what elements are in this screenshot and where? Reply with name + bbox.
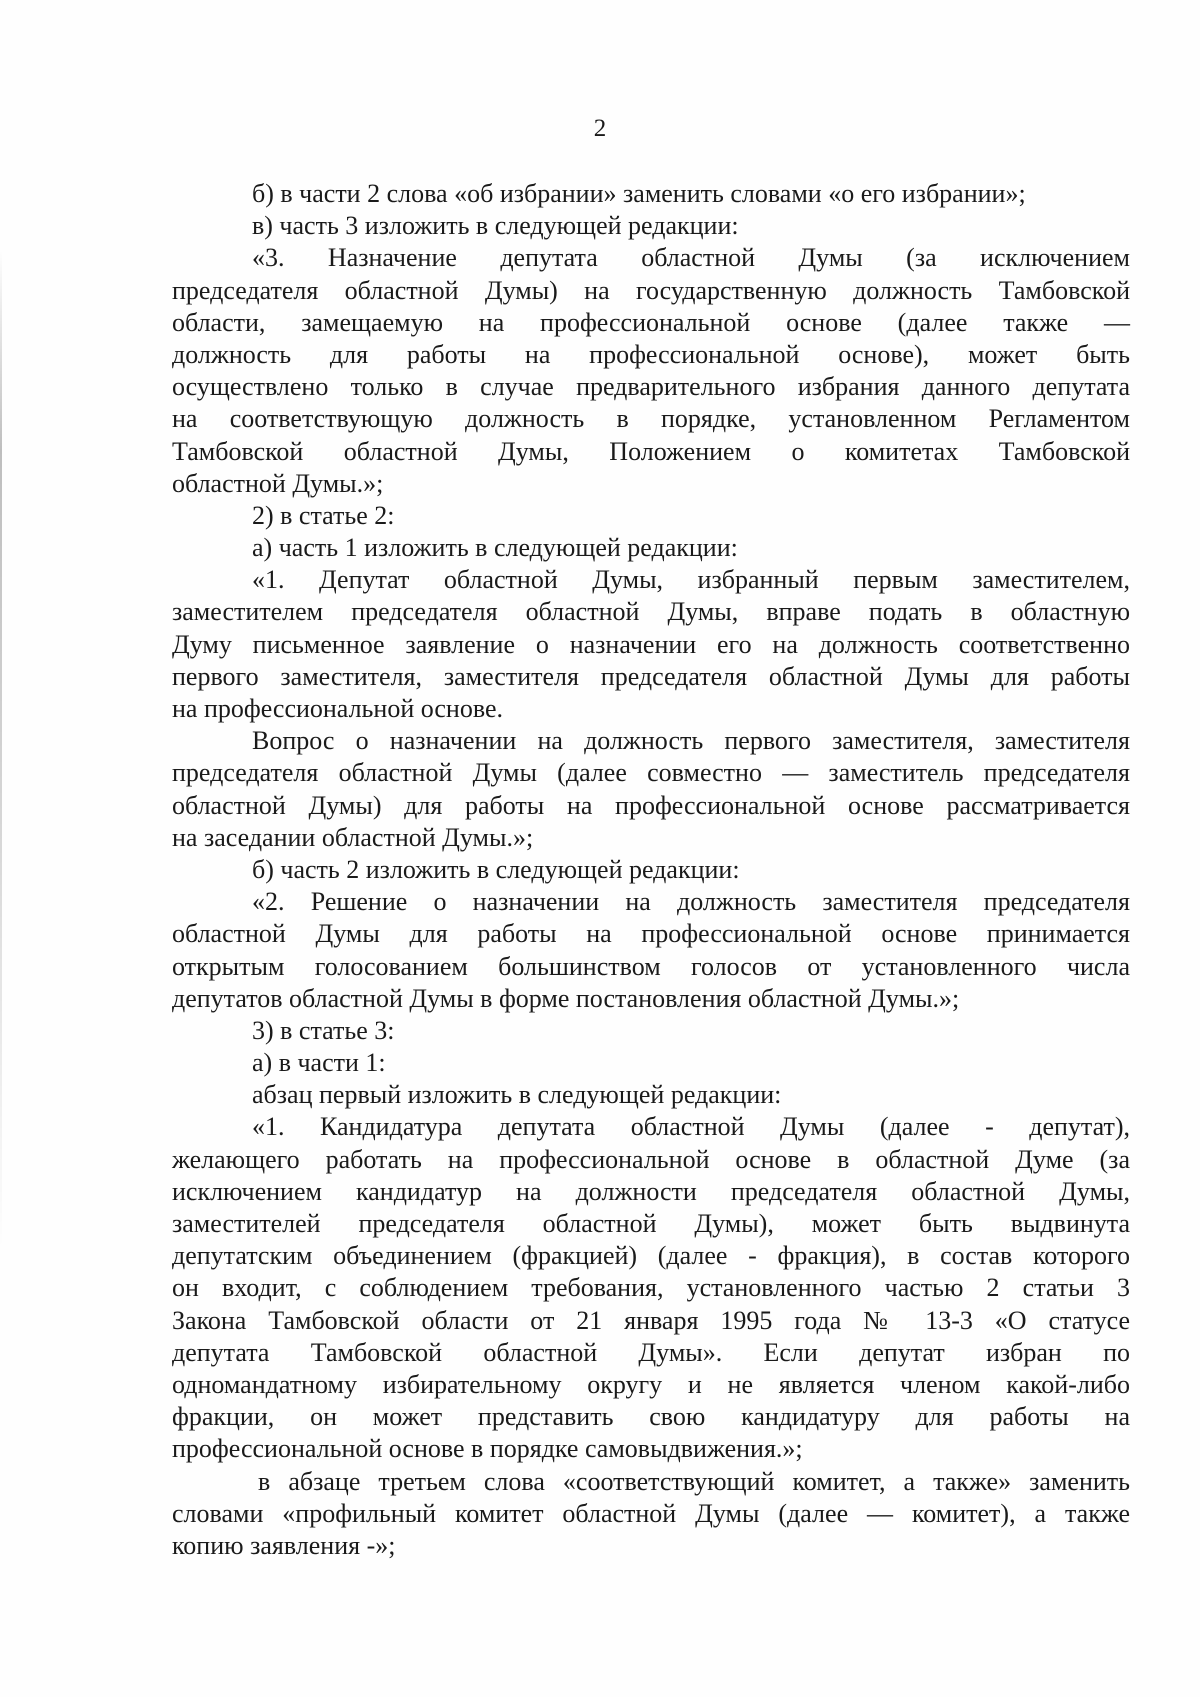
text-line: он входит, с соблюдением требования, установленного частью 2 статьи 3 xyxy=(172,1273,1130,1303)
text-line: Вопрос о назначении на должность первого заместителя, заместителя xyxy=(252,726,1130,756)
text-line: профессиональной основе в порядке самовыдвижения.»; xyxy=(172,1434,803,1464)
text-line: 2) в статье 2: xyxy=(252,500,395,530)
text-line: областной Думы для работы на профессиональной основе принимается xyxy=(172,919,1130,949)
text-line: словами «профильный комитет областной Думы (далее — комитет), а также xyxy=(172,1498,1130,1528)
text-line: на профессиональной основе. xyxy=(172,694,504,723)
text-line: Закона Тамбовской области от 21 января 1995 года № 13-3 «О статусе xyxy=(172,1305,1130,1335)
text-line: в абзаце третьем слова «соответствующий комитет, а также» заменить xyxy=(258,1466,1130,1496)
text-line: на заседании областной Думы.»; xyxy=(172,822,534,852)
text-line: б) в части 2 слова «об избрании» заменить словами «о его избрании»; xyxy=(252,179,1026,208)
text-line: областной Думы.»; xyxy=(172,468,384,498)
text-line: должность для работы на профессиональной основе), может быть xyxy=(172,339,1130,369)
text-line: областной Думы) для работы на профессиональной основе рассматривается xyxy=(172,790,1130,820)
text-line: «3. Назначение депутата областной Думы (за исключением xyxy=(252,243,1130,273)
text-line: заместителем председателя областной Думы, вправе подать в областную xyxy=(172,597,1130,627)
text-line: открытым голосованием большинством голосов от установленного числа xyxy=(172,951,1130,981)
text-line: осуществлено только в случае предварительного избрания данного депутата xyxy=(172,372,1130,402)
text-line: «1. Депутат областной Думы, избранный первым заместителем, xyxy=(252,565,1130,595)
text-line: Тамбовской областной Думы, Положением о комитетах Тамбовской xyxy=(172,436,1130,466)
text-line: «2. Решение о назначении на должность заместителя председателя xyxy=(252,887,1130,917)
text-line: абзац первый изложить в следующей редакции: xyxy=(252,1080,782,1110)
text-line: председателя областной Думы) на государственную должность Тамбовской xyxy=(172,275,1130,305)
text-line: исключением кандидатур на должности председателя областной Думы, xyxy=(172,1176,1130,1206)
text-line: а) часть 1 изложить в следующей редакции: xyxy=(252,533,738,563)
page-number: 2 xyxy=(593,115,607,142)
document-body xyxy=(172,178,1130,1562)
text-line: депутата Тамбовской областной Думы». Если депутат избран по xyxy=(172,1337,1130,1367)
text-line: депутатским объединением (фракцией) (далее - фракция), в состав которого xyxy=(172,1241,1130,1271)
text-line: в) часть 3 изложить в следующей редакции: xyxy=(252,211,739,241)
text-line: фракции, он может представить свою кандидатуру для работы на xyxy=(172,1402,1130,1432)
text-line: копию заявления -»; xyxy=(172,1530,396,1560)
text-line: одномандатному избирательному округу и не является членом какой-либо xyxy=(172,1369,1130,1399)
text-line: а) в части 1: xyxy=(252,1048,386,1078)
text-line: на соответствующую должность в порядке, установленном Регламентом xyxy=(172,404,1130,434)
text-line: заместителей председателя областной Думы), может быть выдвинута xyxy=(172,1209,1130,1238)
text-line: председателя областной Думы (далее совместно — заместитель председателя xyxy=(172,758,1130,788)
text-line: первого заместителя, заместителя председателя областной Думы для работы xyxy=(172,661,1130,691)
text-line: 3) в статье 3: xyxy=(252,1015,395,1045)
scan-edge-shadow xyxy=(0,250,2,1250)
text-line: желающего работать на профессиональной основе в областной Думе (за xyxy=(172,1144,1130,1174)
text-line: Думу письменное заявление о назначении его на должность соответственно xyxy=(172,629,1130,659)
text-line: депутатов областной Думы в форме постановления областной Думы.»; xyxy=(172,983,960,1013)
text-line: области, замещаемую на профессиональной основе (далее также — xyxy=(172,307,1130,337)
text-line: «1. Кандидатура депутата областной Думы (далее - депутат), xyxy=(252,1112,1130,1142)
text-line: б) часть 2 изложить в следующей редакции: xyxy=(252,854,740,884)
